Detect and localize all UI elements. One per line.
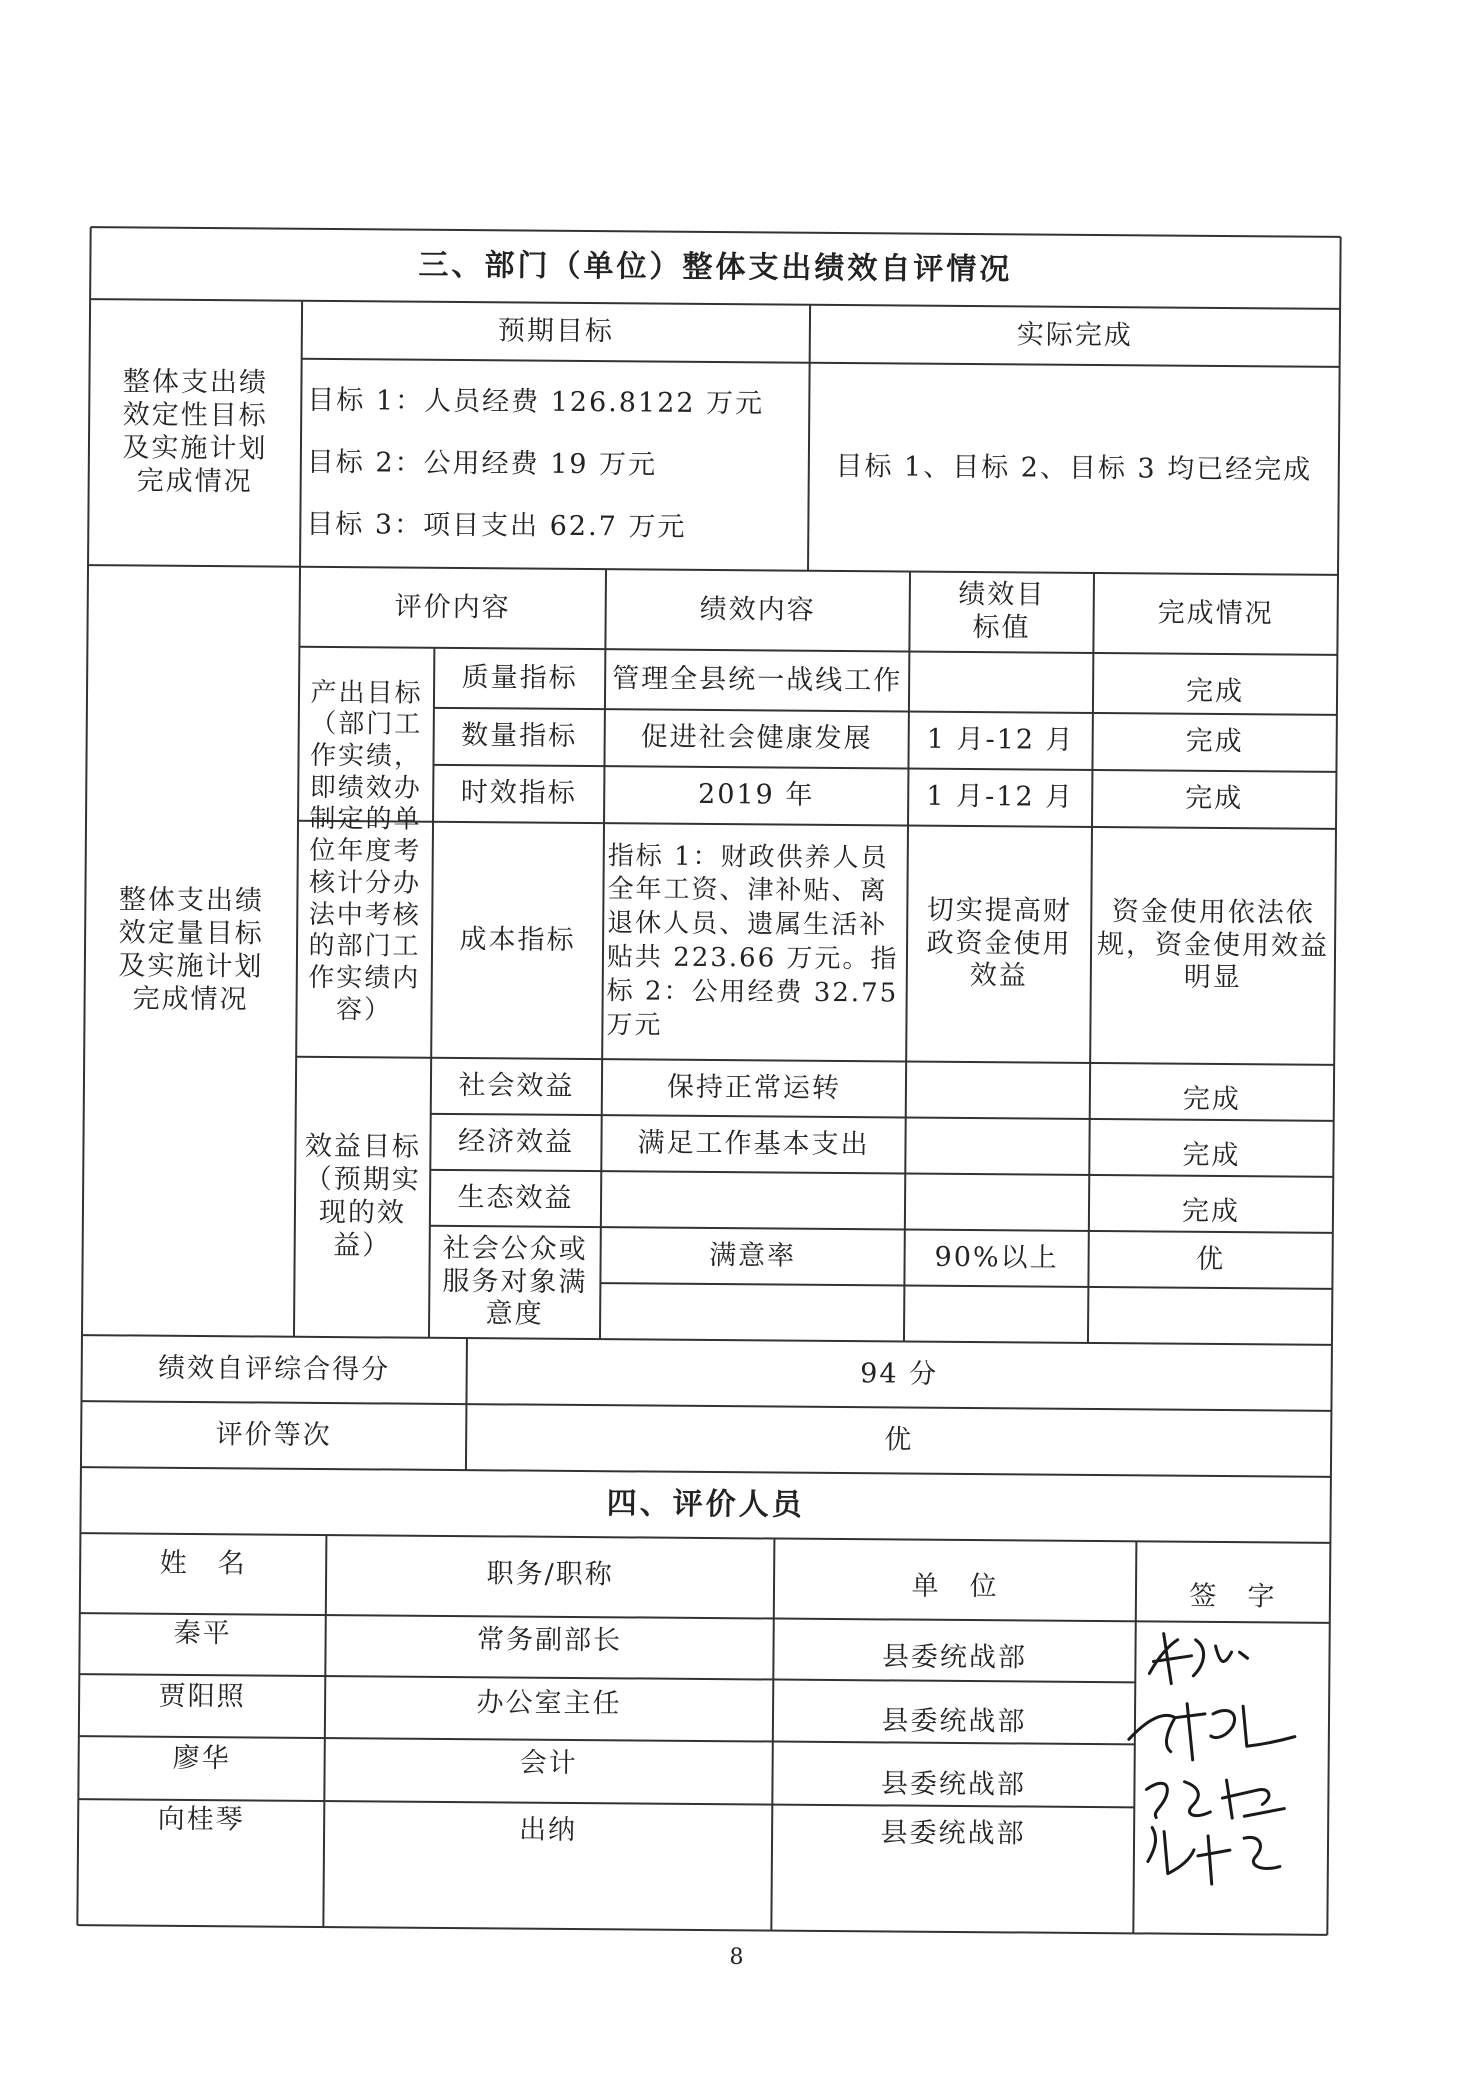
- expected-target-list: [300, 359, 810, 571]
- quality-indicator-content: 管理全县统一战线工作: [612, 662, 903, 697]
- name-header: 姓 名: [159, 1547, 247, 1580]
- social-benefit-name: 社会效益: [458, 1069, 575, 1102]
- eval-content-header: 评价内容: [394, 591, 511, 623]
- economic-benefit-status: 完成: [1182, 1139, 1241, 1171]
- economic-benefit-name: 经济效益: [457, 1125, 575, 1158]
- economic-benefit-content: 满足工作基本支出: [637, 1126, 870, 1160]
- quantity-indicator-content: 促进社会健康发展: [640, 721, 873, 755]
- timeliness-indicator-status: 完成: [1185, 782, 1244, 815]
- target-item: 目标 1：人员经费 126.8122 万元: [307, 384, 765, 419]
- timeliness-indicator-content: 2019 年: [697, 778, 815, 811]
- ecological-benefit-value: [905, 1174, 1089, 1231]
- signature-header: 签 字: [1189, 1580, 1277, 1613]
- actual-completion-text: 目标 1、目标 2、目标 3 均已经完成: [835, 450, 1313, 486]
- person-unit: 县委统战部: [880, 1817, 1026, 1850]
- timeliness-indicator-value: 1 月-12 月: [926, 780, 1075, 813]
- person-name: 向桂琴: [157, 1803, 245, 1836]
- actual-completion-header: 实际完成: [1016, 318, 1133, 351]
- quality-indicator-status: 完成: [1185, 675, 1245, 707]
- person-unit: 县委统战部: [881, 1705, 1027, 1738]
- completion-header: 完成情况: [1157, 597, 1274, 629]
- benefit-target-group: 效益目标（预期实现的效益）: [304, 1130, 422, 1262]
- perf-content-header: 绩效内容: [699, 593, 816, 626]
- person-title: 办公室主任: [476, 1687, 622, 1720]
- person-name: 贾阳照: [158, 1680, 246, 1713]
- qualitative-label: 整体支出绩效定性目标及实施计划完成情况: [122, 366, 269, 498]
- quantity-indicator-status: 完成: [1185, 725, 1244, 758]
- satisfaction-content: 满意率: [709, 1239, 797, 1272]
- timeliness-indicator-name: 时效指标: [460, 777, 577, 809]
- quantity-indicator-value: 1 月-12 月: [926, 723, 1075, 756]
- expected-target-header: 预期目标: [497, 314, 615, 347]
- cost-indicator-content: 指标 1：财政供养人员全年工资、津补贴、离退休人员、遗属生活补贴共 223.66 万元。指标 2：公用经费 32.75 万元: [606, 840, 899, 1041]
- cost-indicator-name: 成本指标: [459, 923, 576, 956]
- output-target-group: 产出目标（部门工作实绩，即绩效办制定的单位年度考核计分办法中考核的部门工作实绩内容）: [308, 677, 423, 1026]
- ecological-benefit-name: 生态效益: [457, 1181, 574, 1214]
- cost-indicator-status: 资金使用依法依规，资金使用效益明显: [1096, 895, 1330, 994]
- person-title: 会计: [519, 1747, 578, 1779]
- person-title: 出纳: [518, 1814, 578, 1846]
- quantity-indicator-name: 数量指标: [461, 720, 578, 752]
- grade-label: 评价等次: [215, 1418, 332, 1451]
- social-benefit-value: [906, 1062, 1090, 1119]
- social-benefit-content: 保持正常运转: [666, 1071, 842, 1104]
- person-unit: 县委统战部: [881, 1641, 1028, 1674]
- signatures-handwritten: [1133, 1621, 1329, 1935]
- section4-title: 四、评价人员: [606, 1485, 805, 1523]
- evaluation-form: [77, 227, 1340, 1935]
- economic-benefit-value: [905, 1118, 1089, 1175]
- score-label: 绩效自评综合得分: [158, 1352, 391, 1386]
- cost-indicator-value: 切实提高财政资金使用效益: [926, 894, 1072, 992]
- satisfaction-value: 90%以上: [934, 1241, 1059, 1274]
- quantitative-label: 整体支出绩效定量目标及实施计划完成情况: [118, 884, 265, 1016]
- satisfaction-status: 优: [1195, 1243, 1226, 1275]
- person-unit: 县委统战部: [880, 1768, 1027, 1801]
- page-number: 8: [729, 1945, 744, 1970]
- ecological-benefit-content: [601, 1171, 905, 1229]
- person-name: 秦平: [173, 1617, 232, 1650]
- person-title: 常务副部长: [476, 1624, 623, 1657]
- target-value-header: 绩效目标值: [958, 579, 1046, 644]
- quality-indicator-name: 质量指标: [461, 661, 578, 694]
- quality-indicator-value: [909, 652, 1093, 713]
- ecological-benefit-status: 完成: [1181, 1195, 1241, 1227]
- grade-value: 优: [884, 1423, 914, 1456]
- target-item: 目标 3：项目支出 62.7 万元: [306, 508, 687, 543]
- section3-title: 三、部门（单位）整体支出绩效自评情况: [418, 247, 1013, 288]
- score-value: 94 分: [860, 1357, 939, 1390]
- satisfaction-name: 社会公众或服务对象满意度: [442, 1232, 588, 1331]
- person-name: 廖华: [172, 1742, 231, 1775]
- social-benefit-status: 完成: [1182, 1083, 1241, 1115]
- title-header: 职务/职称: [486, 1558, 614, 1591]
- unit-header: 单 位: [911, 1570, 999, 1602]
- target-item: 目标 2：公用经费 19 万元: [306, 446, 658, 481]
